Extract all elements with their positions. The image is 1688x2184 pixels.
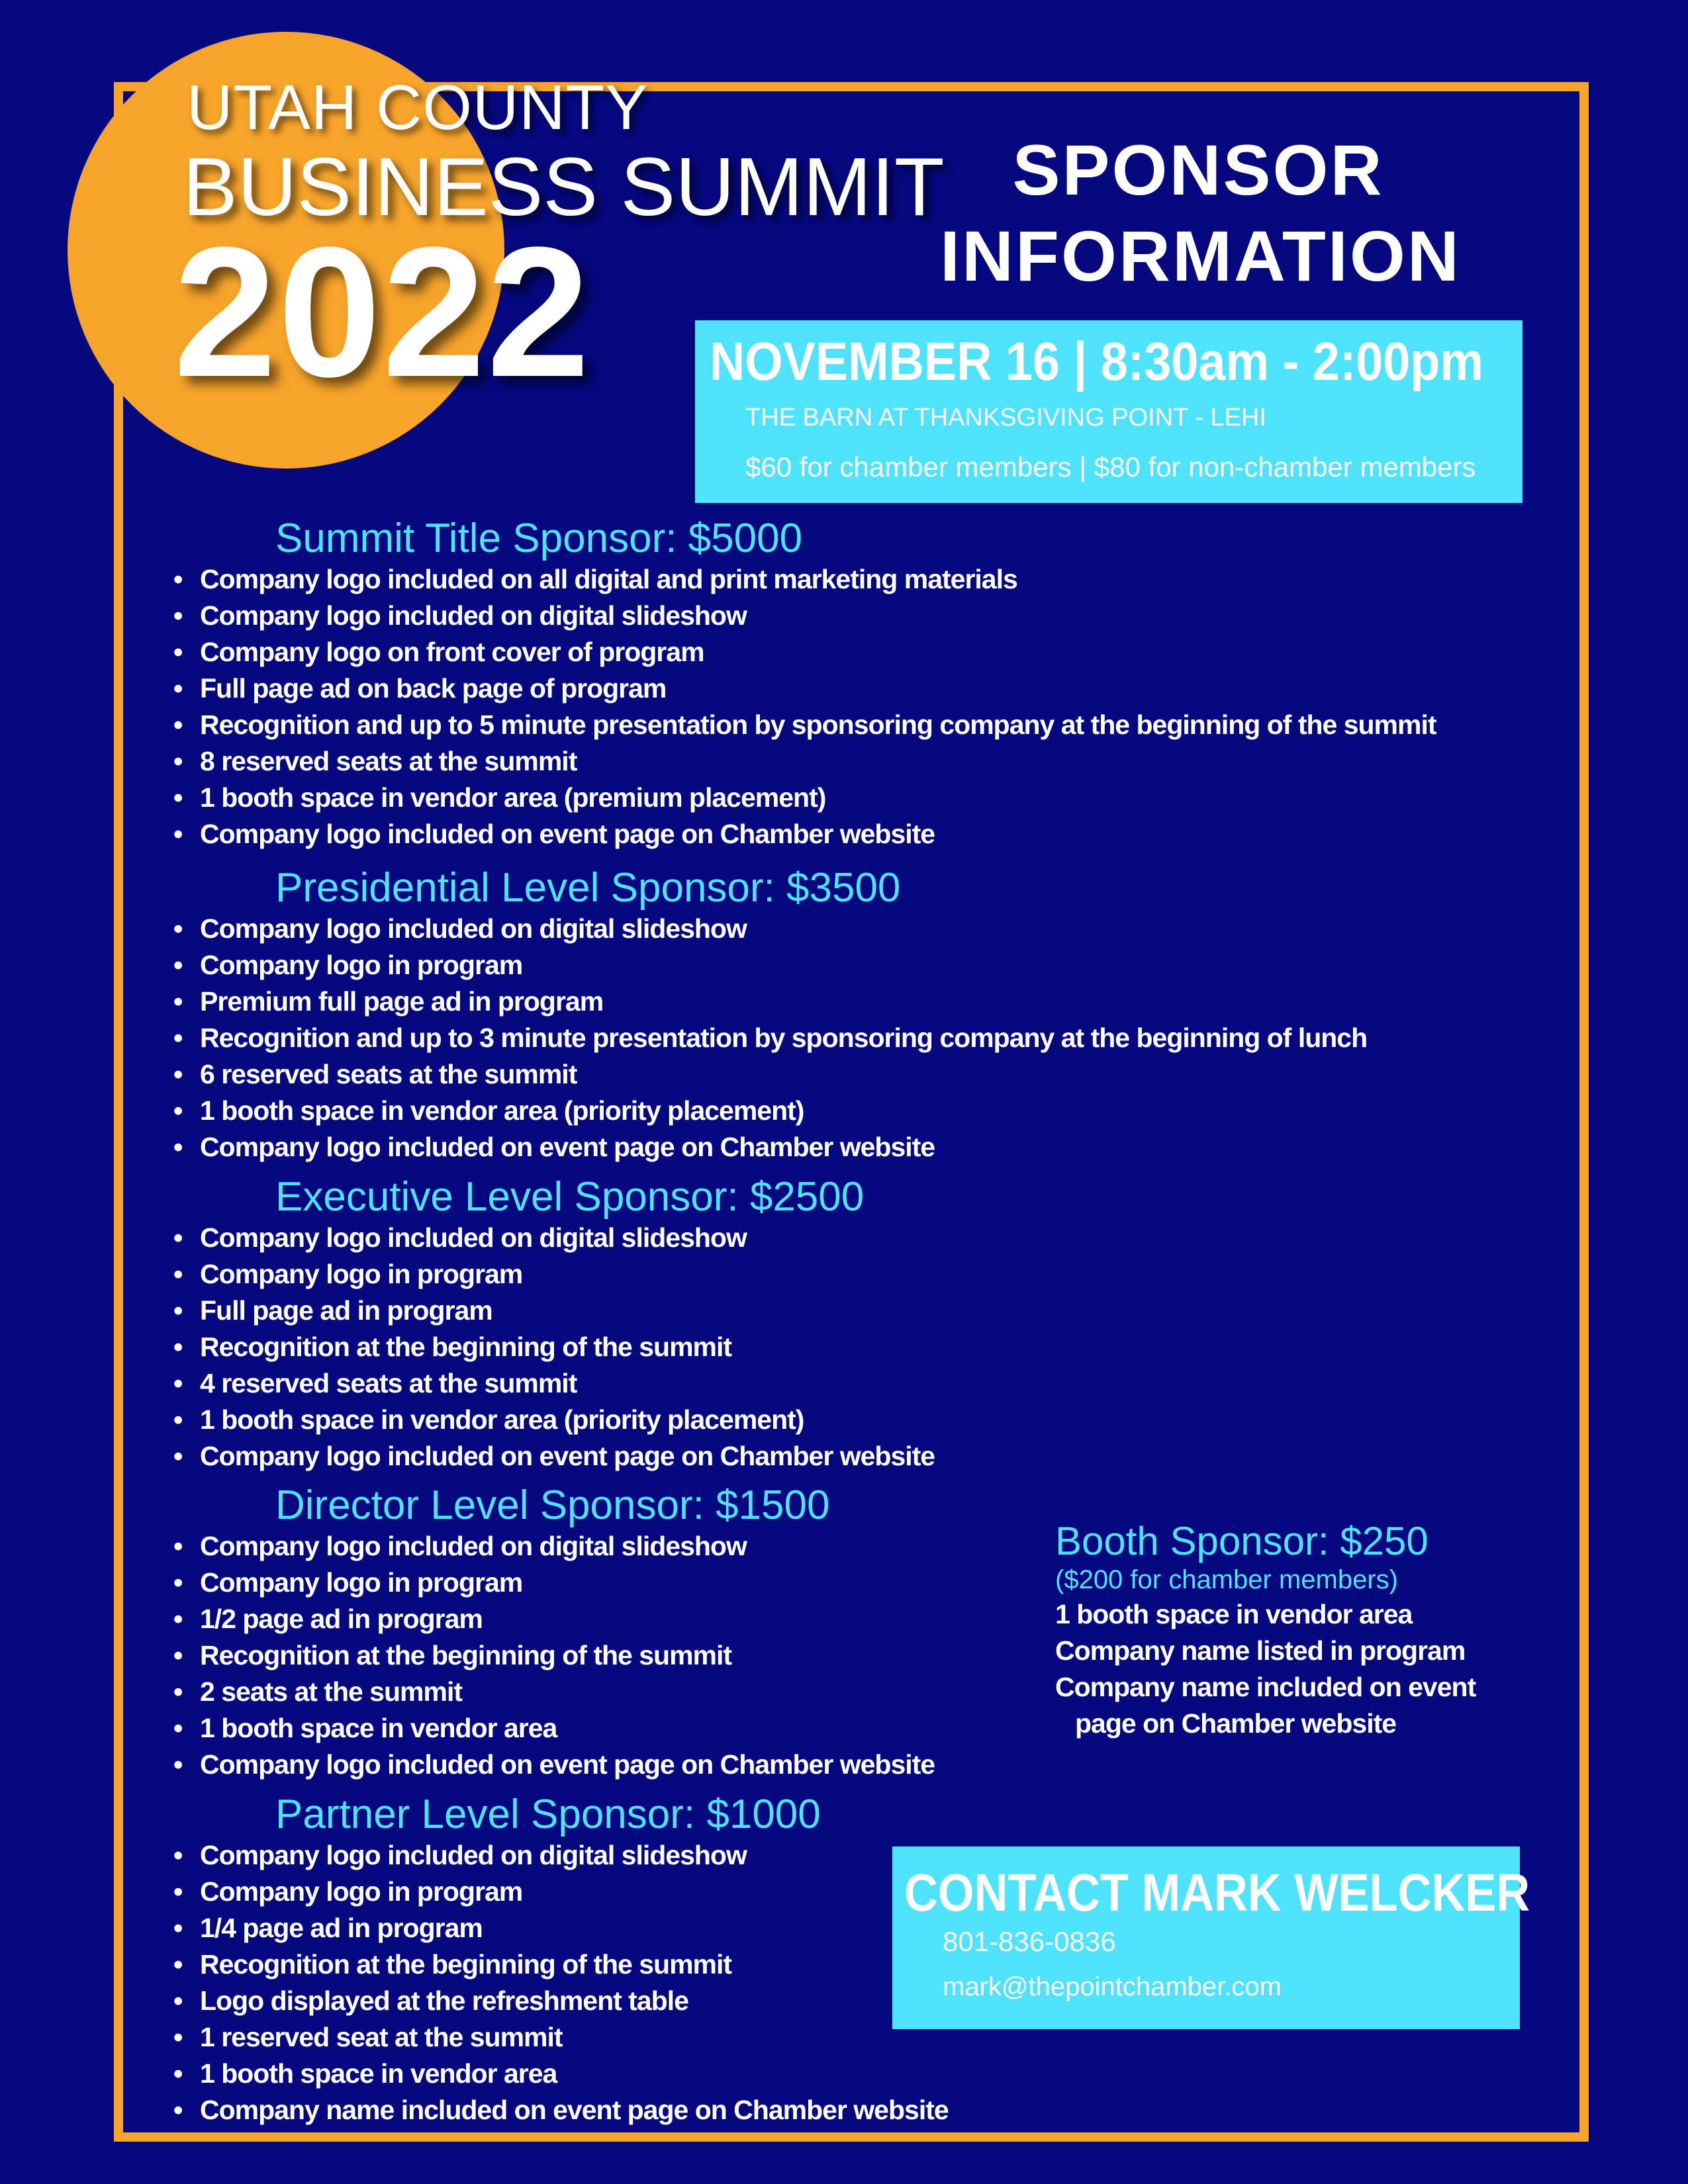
benefit-list [159,561,1436,852]
tier-presidential [159,866,1367,1165]
benefit-item: • Company logo included on all digital and print marketing materials [159,561,1436,598]
benefit-item: • 1 booth space in vendor area [159,1710,935,1747]
benefit-item: • 1 booth space in vendor area [159,2056,949,2092]
logo-business-summit: BUSINESS SUMMIT [183,142,945,233]
benefit-item: • 8 reserved seats at the summit [159,743,1436,780]
benefit-item: • Company logo in program [159,1874,949,1910]
benefit-item: • Company name included on event page on Chamber website [159,2092,949,2128]
contact-email[interactable]: mark@thepointchamber.com [943,1972,1282,2001]
benefit-item: • Company logo included on event page on Chamber website [159,1747,935,1783]
benefit-item: • 2 seats at the summit [159,1674,935,1710]
booth-sponsor-section [1055,1520,1476,1742]
benefit-item: • Company logo in program [159,1256,935,1293]
event-venue: THE BARN AT THANKSGIVING POINT - LEHI [745,404,1266,432]
benefit-item: • Company logo in program [159,947,1367,983]
booth-benefit-list [1055,1596,1476,1742]
benefit-item: • 1 booth space in vendor area (premium placement) [159,780,1436,816]
benefit-item: • Company logo included on event page on Chamber website [159,1438,935,1475]
benefit-item: • 1/2 page ad in program [159,1601,935,1637]
booth-sponsor-subtitle: ($200 for chamber members) [1055,1565,1398,1594]
contact-title: CONTACT MARK WELCKER [904,1863,1530,1922]
tier-title: Presidential Level Sponsor: $3500 [275,865,901,911]
benefit-item: • Company logo included on digital slideshow [159,1528,935,1565]
benefit-item: • 1 booth space in vendor area (priority placement) [159,1093,1367,1129]
booth-benefit-item: 1 booth space in vendor area [1055,1599,1413,1629]
tier-title: Partner Level Sponsor: $1000 [275,1792,821,1837]
benefit-item: • Recognition at the beginning of the summit [159,1637,935,1674]
benefit-item: • Recognition and up to 3 minute presentation by sponsoring company at the beginning of lunch [159,1020,1367,1056]
event-price: $60 for chamber members | $80 for non-chamber members [745,451,1476,482]
logo-utah-county: UTAH COUNTY [187,72,649,143]
logo-year: 2022 [173,209,591,416]
benefit-item: • Company logo included on digital slideshow [159,911,1367,947]
event-details-box [695,320,1523,503]
contact-phone[interactable]: 801-836-0836 [943,1926,1116,1957]
benefit-list [159,911,1367,1165]
sponsor-information-heading [940,127,1461,299]
benefit-item: • 1 reserved seat at the summit [159,2019,949,2056]
benefit-item: • 6 reserved seats at the summit [159,1056,1367,1093]
benefit-item: • Company logo included on event page on Chamber website [159,1129,1367,1165]
tier-summit-title [159,516,1436,852]
tier-executive [159,1175,935,1475]
booth-sponsor-title: Booth Sponsor: $250 [1055,1519,1429,1563]
benefit-item: • 1 booth space in vendor area (priority placement) [159,1402,935,1438]
benefit-list [159,1220,935,1475]
benefit-item: • Recognition at the beginning of the summit [159,1329,935,1365]
booth-benefit-item: Company name listed in program [1055,1635,1466,1666]
event-date-time: NOVEMBER 16 | 8:30am - 2:00pm [710,332,1484,392]
booth-benefit-item: page on Chamber website [1075,1708,1397,1739]
tier-partner [159,1792,949,2128]
benefit-item: • Company logo included on digital slideshow [159,1837,949,1874]
tier-title: Summit Title Sponsor: $5000 [275,516,803,561]
benefit-item: • Recognition and up to 5 minute presentation by sponsoring company at the beginning of the summit [159,707,1436,743]
benefit-item: • Company logo included on digital slideshow [159,598,1436,634]
tier-title: Executive Level Sponsor: $2500 [275,1174,865,1220]
benefit-item: • Recognition at the beginning of the summit [159,1946,949,1983]
tier-director [159,1483,935,1783]
benefit-list [159,1837,949,2128]
benefit-item: • Premium full page ad in program [159,983,1367,1020]
tier-title: Director Level Sponsor: $1500 [275,1482,830,1528]
benefit-item: • Full page ad on back page of program [159,670,1436,707]
benefit-item: • 4 reserved seats at the summit [159,1365,935,1402]
benefit-item: • Company logo in program [159,1565,935,1601]
benefit-item: • Logo displayed at the refreshment table [159,1983,949,2019]
benefit-item: • Company logo included on digital slideshow [159,1220,935,1256]
heading-line-1: SPONSOR [1012,130,1384,210]
booth-benefit-item: Company name included on event [1055,1672,1476,1702]
benefit-item: • Full page ad in program [159,1293,935,1329]
benefit-item: • 1/4 page ad in program [159,1910,949,1946]
heading-line-2: INFORMATION [940,216,1461,296]
benefit-item: • Company logo on front cover of program [159,634,1436,670]
benefit-item: • Company logo included on event page on Chamber website [159,816,1436,852]
contact-box [892,1846,1530,2029]
benefit-list [159,1528,935,1783]
